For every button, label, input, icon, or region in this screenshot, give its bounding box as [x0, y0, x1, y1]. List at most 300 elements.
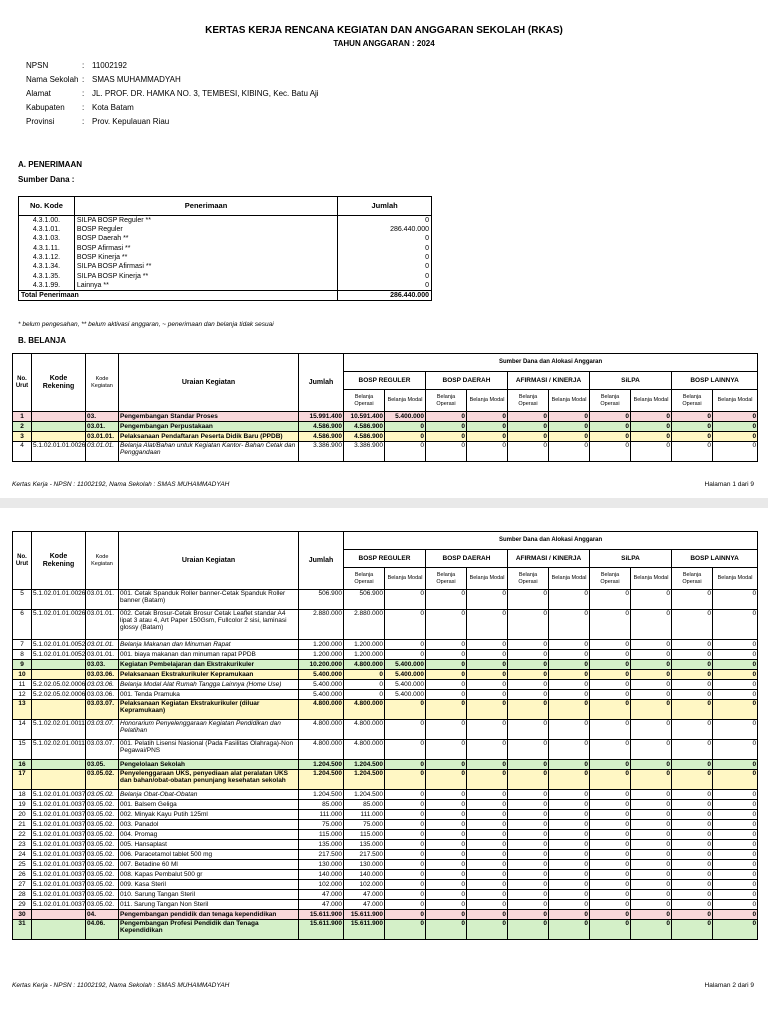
allocation-cell: 2.880.000: [344, 610, 385, 640]
allocation-cell: 0: [426, 770, 467, 790]
kode-rekening-cell: 5.2.02.05.02.0006: [33, 680, 86, 688]
allocation-cell: 0: [713, 870, 758, 880]
allocation-cell: 0: [508, 810, 549, 820]
no-cell: 1: [13, 412, 32, 422]
allocation-cell: 0: [467, 770, 508, 790]
no-cell: 11: [13, 680, 32, 690]
allocation-cell: 0: [385, 890, 426, 900]
jumlah-cell: 47.000: [299, 890, 344, 900]
allocation-cell: 0: [672, 800, 713, 810]
allocation-cell: 0: [385, 910, 426, 920]
belanja-row: [13, 760, 758, 770]
allocation-cell: 0: [549, 800, 590, 810]
kode-rekening-cell: 5.1.02.02.01.0011: [32, 740, 86, 760]
no-cell: 22: [13, 830, 32, 840]
allocation-cell: 0: [467, 442, 508, 462]
allocation-cell: 0: [467, 690, 508, 700]
no-cell: 8: [13, 650, 32, 660]
penerimaan-note: * belum pengesahan, ** belum aktivasi anggaran, ~ penerimaan dan belanja tidak sesuai: [18, 321, 274, 328]
no-cell: 19: [13, 800, 32, 810]
kode-kegiatan-cell: 03.03.07.: [86, 740, 119, 760]
allocation-cell: 0: [590, 770, 631, 790]
penerimaan-name-cell: SILPA BOSP Kinerja **: [74, 272, 337, 281]
allocation-cell: 0: [713, 650, 758, 660]
allocation-cell: 0: [631, 840, 672, 850]
allocation-cell: 0: [631, 800, 672, 810]
penerimaan-name-cell: BOSP Afirmasi **: [74, 244, 337, 253]
kode-rekening-cell: [32, 760, 86, 770]
kode-cell: 4.3.1.01.: [19, 225, 75, 234]
kode-rekening-cell: [32, 700, 86, 720]
sub-header-operasi: Belanja Operasi: [590, 390, 631, 412]
no-cell: 31: [13, 920, 32, 940]
belanja-row: [13, 590, 758, 610]
allocation-cell: 0: [385, 640, 426, 650]
kode-kegiatan-cell: 03.01.01.: [86, 442, 119, 462]
allocation-cell: 0: [713, 910, 758, 920]
kode-rekening-cell: 5.1.02.01.01.0037: [33, 870, 86, 878]
sub-header-operasi: Belanja Operasi: [672, 390, 713, 412]
allocation-cell: 0: [713, 800, 758, 810]
belanja-row: [13, 432, 758, 442]
belanja-row: [13, 670, 758, 680]
belanja-row: [13, 790, 758, 800]
belanja-row: [13, 720, 758, 740]
identity-label: Provinsi: [26, 116, 55, 126]
allocation-cell: 0: [590, 442, 631, 462]
allocation-cell: 0: [590, 790, 631, 800]
total-row: [19, 291, 432, 301]
kode-rekening-cell: [32, 412, 86, 422]
kode-kegiatan-cell: 03.03.06.: [86, 690, 119, 700]
allocation-cell: 0: [467, 760, 508, 770]
uraian-cell: 001. Tenda Pramuka: [119, 690, 299, 700]
belanja-row: [13, 442, 758, 462]
sub-header-modal: Belanja Modal: [385, 390, 426, 412]
allocation-cell: 0: [426, 590, 467, 610]
kode-rekening-cell: 5.1.02.01.01.0026: [32, 590, 86, 610]
allocation-cell: 0: [385, 880, 426, 890]
allocation-cell: 0: [590, 670, 631, 680]
allocation-cell: 0: [549, 740, 590, 760]
allocation-cell: 0: [385, 720, 426, 740]
kode-kegiatan-cell: 03.03.06.: [86, 680, 119, 690]
allocation-cell: 0: [631, 820, 672, 830]
allocation-cell: 0: [713, 830, 758, 840]
allocation-cell: 0: [467, 432, 508, 442]
allocation-cell: 1.200.000: [344, 640, 385, 650]
kode-rekening-cell: [32, 670, 86, 680]
allocation-cell: 0: [672, 830, 713, 840]
identity-row: Nama Sekolah : SMAS MUHAMMADYAH: [26, 74, 181, 84]
allocation-cell: 0: [508, 910, 549, 920]
kode-rekening-cell: 5.1.02.01.01.0026: [32, 610, 86, 640]
no-cell: 28: [13, 890, 32, 900]
allocation-cell: 0: [467, 700, 508, 720]
allocation-cell: 0: [631, 790, 672, 800]
belanja-row: [13, 880, 758, 890]
identity-label: Kabupaten: [26, 102, 65, 112]
allocation-cell: 1.204.500: [344, 790, 385, 800]
uraian-cell: Belanja Makanan dan Minuman Rapat: [119, 640, 299, 650]
allocation-cell: 0: [385, 422, 426, 432]
belanja-row: [13, 900, 758, 910]
column-header-jumlah: Jumlah: [299, 532, 344, 590]
allocation-cell: 0: [508, 840, 549, 850]
allocation-cell: 0: [549, 640, 590, 650]
allocation-cell: 0: [508, 670, 549, 680]
penerimaan-row: [19, 281, 432, 290]
kode-kegiatan-cell: 03.01.01.: [86, 640, 119, 650]
allocation-cell: 0: [549, 690, 590, 700]
sub-header-operasi: Belanja Operasi: [508, 568, 549, 590]
kode-kegiatan-cell: 03.01.01.: [86, 590, 119, 610]
allocation-cell: 0: [672, 850, 713, 860]
allocation-cell: 0: [426, 680, 467, 690]
uraian-cell: Pengembangan Profesi Pendidik dan Tenaga Kependidikan: [119, 920, 299, 940]
fund-group-header: BOSP REGULER: [344, 372, 426, 390]
uraian-cell: Kegiatan Pembelajaran dan Ekstrakurikuler: [119, 660, 299, 670]
uraian-cell: Pengembangan pendidik dan tenaga kependidikan: [119, 910, 299, 920]
allocation-cell: 0: [385, 830, 426, 840]
identity-label: Alamat: [26, 88, 51, 98]
allocation-cell: 0: [631, 760, 672, 770]
allocation-cell: 0: [467, 870, 508, 880]
allocation-cell: 0: [549, 910, 590, 920]
kode-kegiatan-cell: 03.05.02.: [86, 800, 119, 810]
jumlah-cell: 15.991.400: [299, 412, 344, 422]
allocation-cell: 0: [590, 880, 631, 890]
allocation-cell: 0: [549, 432, 590, 442]
allocation-cell: 1.204.500: [344, 770, 385, 790]
belanja-section-title: B. BELANJA: [18, 336, 67, 345]
allocation-cell: 0: [713, 790, 758, 800]
allocation-cell: 0: [549, 770, 590, 790]
allocation-cell: 0: [590, 422, 631, 432]
sub-header-modal: Belanja Modal: [549, 568, 590, 590]
allocation-cell: 0: [590, 760, 631, 770]
penerimaan-row: [19, 234, 432, 243]
jumlah-cell: 115.000: [299, 830, 344, 840]
allocation-cell: 0: [631, 650, 672, 660]
belanja-row: [13, 920, 758, 940]
allocation-cell: 0: [631, 910, 672, 920]
allocation-cell: 0: [467, 800, 508, 810]
allocation-cell: 0: [426, 760, 467, 770]
kode-kegiatan-cell: 03.05.02.: [86, 790, 119, 800]
column-header-kode-rekening: Kode Rekening: [32, 532, 86, 590]
allocation-cell: 0: [549, 422, 590, 432]
allocation-cell: 0: [672, 820, 713, 830]
no-cell: 24: [13, 850, 32, 860]
allocation-cell: 0: [672, 442, 713, 462]
allocation-cell: 0: [631, 880, 672, 890]
allocation-cell: 0: [590, 610, 631, 640]
allocation-cell: 0: [549, 900, 590, 910]
allocation-cell: 15.611.900: [344, 920, 385, 940]
sub-header-modal: Belanja Modal: [631, 568, 672, 590]
kode-cell: 4.3.1.11.: [19, 244, 75, 253]
allocation-cell: 0: [549, 860, 590, 870]
fund-group-header: BOSP LAINNYA: [672, 372, 758, 390]
column-header-no: No. Urut: [13, 532, 32, 590]
kode-rekening-cell: 5.1.02.01.01.0037: [33, 820, 86, 828]
belanja-row: [13, 740, 758, 760]
column-header-no: No. Urut: [13, 354, 32, 412]
belanja-row: [13, 422, 758, 432]
allocation-cell: 0: [426, 432, 467, 442]
allocation-cell: 0: [713, 820, 758, 830]
allocation-cell: 0: [385, 760, 426, 770]
belanja-row: [13, 690, 758, 700]
allocation-cell: 0: [713, 442, 758, 462]
allocation-cell: 111.000: [344, 810, 385, 820]
kode-cell: 4.3.1.35.: [19, 272, 75, 281]
allocation-cell: 0: [590, 412, 631, 422]
kode-kegiatan-cell: 03.03.07.: [86, 720, 119, 740]
no-cell: 25: [13, 860, 32, 870]
allocation-cell: 0: [508, 860, 549, 870]
uraian-cell: 001. Balsem Geliga: [119, 800, 299, 810]
kode-rekening-cell: [32, 660, 86, 670]
jumlah-cell: 4.800.000: [299, 740, 344, 760]
allocation-cell: 0: [672, 610, 713, 640]
document-subtitle: TAHUN ANGGARAN : 2024: [333, 39, 435, 48]
allocation-cell: 0: [672, 790, 713, 800]
kode-rekening-cell: [32, 770, 86, 790]
allocation-cell: 0: [467, 910, 508, 920]
allocation-cell: 0: [549, 650, 590, 660]
allocation-cell: 0: [385, 810, 426, 820]
kode-rekening-cell: 5.1.02.01.01.0026: [32, 442, 86, 462]
kode-rekening-cell: 5.1.02.01.01.0037: [33, 790, 86, 798]
column-header-sumber-dana: Sumber Dana dan Alokasi Anggaran: [344, 354, 758, 372]
allocation-cell: 0: [549, 412, 590, 422]
uraian-cell: 001. Cetak Spanduk Roller banner-Cetak Spanduk Roller banner (Batam): [119, 590, 299, 610]
allocation-cell: 0: [508, 640, 549, 650]
uraian-cell: 002. Cetak Brosur-Cetak Brosur Cetak Leaflet standar A4 lipat 3 atau 4, Art Paper 150Gsm, Fullcolor 2 sisi, laminasi glossy (Batam): [119, 610, 299, 640]
sub-header-modal: Belanja Modal: [713, 568, 758, 590]
kode-kegiatan-cell: 03.05.02.: [86, 830, 119, 840]
allocation-cell: 0: [713, 880, 758, 890]
allocation-cell: 0: [590, 700, 631, 720]
allocation-cell: 0: [549, 830, 590, 840]
uraian-cell: 008. Kapas Pembalut 500 gr: [119, 870, 299, 880]
allocation-cell: 0: [631, 640, 672, 650]
allocation-cell: 0: [508, 920, 549, 940]
kode-kegiatan-cell: 03.01.01.: [86, 650, 119, 660]
jumlah-cell: 4.800.000: [299, 720, 344, 740]
allocation-cell: 0: [508, 900, 549, 910]
penerimaan-row: [19, 225, 432, 234]
allocation-cell: 0: [713, 690, 758, 700]
allocation-cell: 0: [467, 840, 508, 850]
allocation-cell: 0: [385, 840, 426, 850]
allocation-cell: 0: [672, 432, 713, 442]
allocation-cell: 0: [508, 740, 549, 760]
kode-rekening-cell: 5.1.02.01.01.0037: [33, 840, 86, 848]
allocation-cell: 0: [426, 810, 467, 820]
allocation-cell: 0: [590, 830, 631, 840]
allocation-cell: 135.000: [344, 840, 385, 850]
jumlah-cell: 286.440.000: [338, 225, 432, 234]
allocation-cell: 0: [713, 640, 758, 650]
kode-kegiatan-cell: 03.03.: [86, 660, 119, 670]
allocation-cell: 5.400.000: [385, 660, 426, 670]
uraian-cell: Belanja Modal Alat Rumah Tangga Lainnya (Home Use): [119, 680, 299, 690]
allocation-cell: 0: [672, 890, 713, 900]
allocation-cell: 0: [590, 890, 631, 900]
allocation-cell: 0: [713, 890, 758, 900]
kode-kegiatan-cell: 03.01.01.: [86, 610, 119, 640]
identity-value: SMAS MUHAMMADYAH: [92, 74, 181, 84]
allocation-cell: 0: [713, 680, 758, 690]
allocation-cell: 0: [549, 680, 590, 690]
identity-row: Alamat : JL. PROF. DR. HAMKA NO. 3, TEMBESI, KIBING, Kec. Batu Aji: [26, 88, 319, 98]
no-cell: 2: [13, 422, 32, 432]
allocation-cell: 0: [631, 920, 672, 940]
kode-rekening-cell: 5.1.02.02.01.0011: [32, 720, 86, 740]
allocation-cell: 0: [426, 850, 467, 860]
allocation-cell: 4.800.000: [344, 740, 385, 760]
kode-kegiatan-cell: 04.06.: [86, 920, 119, 940]
kode-cell: 4.3.1.00.: [19, 216, 75, 225]
allocation-cell: 217.500: [344, 850, 385, 860]
kode-rekening-cell: [32, 432, 86, 442]
jumlah-cell: 1.200.000: [299, 650, 344, 660]
allocation-cell: 15.611.900: [344, 910, 385, 920]
sub-header-modal: Belanja Modal: [631, 390, 672, 412]
allocation-cell: 0: [549, 920, 590, 940]
allocation-cell: 0: [385, 590, 426, 610]
sub-header-operasi: Belanja Operasi: [426, 390, 467, 412]
allocation-cell: 0: [672, 910, 713, 920]
allocation-cell: 0: [467, 880, 508, 890]
kode-rekening-cell: [32, 422, 86, 432]
allocation-cell: 506.900: [344, 590, 385, 610]
allocation-cell: 0: [467, 830, 508, 840]
uraian-cell: Pengembangan Standar Proses: [119, 412, 299, 422]
allocation-cell: 140.000: [344, 870, 385, 880]
allocation-cell: 0: [590, 920, 631, 940]
allocation-cell: 0: [467, 670, 508, 680]
penerimaan-name-cell: BOSP Reguler: [74, 225, 337, 234]
allocation-cell: 0: [631, 860, 672, 870]
allocation-cell: 0: [672, 810, 713, 820]
kode-kegiatan-cell: 03.01.01.: [86, 432, 119, 442]
allocation-cell: 0: [385, 432, 426, 442]
allocation-cell: 0: [590, 740, 631, 760]
jumlah-cell: 0: [338, 234, 432, 243]
no-cell: 13: [13, 700, 32, 720]
no-cell: 3: [13, 432, 32, 442]
belanja-row: [13, 820, 758, 830]
jumlah-cell: 135.000: [299, 840, 344, 850]
document-title: KERTAS KERJA RENCANA KEGIATAN DAN ANGGARAN SEKOLAH (RKAS): [205, 25, 563, 36]
fund-group-header: SiLPA: [590, 550, 672, 568]
allocation-cell: 0: [672, 670, 713, 680]
allocation-cell: 0: [631, 690, 672, 700]
allocation-cell: 85.000: [344, 800, 385, 810]
allocation-cell: 0: [385, 820, 426, 830]
allocation-cell: 0: [508, 690, 549, 700]
allocation-cell: 0: [467, 790, 508, 800]
no-cell: 4: [13, 442, 32, 462]
penerimaan-name-cell: Lainnya **: [74, 281, 337, 290]
belanja-row: [13, 700, 758, 720]
uraian-cell: 004. Promag: [119, 830, 299, 840]
allocation-cell: 0: [549, 850, 590, 860]
allocation-cell: 0: [672, 412, 713, 422]
allocation-cell: 0: [713, 840, 758, 850]
jumlah-cell: 1.204.500: [299, 760, 344, 770]
fund-group-header: AFIRMASI / KINERJA: [508, 372, 590, 390]
no-cell: 15: [13, 740, 32, 760]
uraian-cell: 003. Panadol: [119, 820, 299, 830]
allocation-cell: 0: [508, 422, 549, 432]
identity-value: JL. PROF. DR. HAMKA NO. 3, TEMBESI, KIBING, Kec. Batu Aji: [92, 88, 319, 98]
jumlah-cell: 0: [338, 253, 432, 262]
kode-kegiatan-cell: 03.05.02.: [86, 770, 119, 790]
kode-rekening-cell: 5.1.02.01.01.0037: [33, 890, 86, 898]
allocation-cell: 0: [549, 610, 590, 640]
uraian-cell: 006. Paracetamol tablet 500 mg: [119, 850, 299, 860]
allocation-cell: 0: [549, 870, 590, 880]
allocation-cell: 0: [508, 890, 549, 900]
allocation-cell: 130.000: [344, 860, 385, 870]
uraian-cell: 011. Sarung Tangan Non Steril: [119, 900, 299, 910]
allocation-cell: 0: [508, 680, 549, 690]
allocation-cell: 0: [590, 640, 631, 650]
allocation-cell: 0: [713, 860, 758, 870]
page-footer-left: Kertas Kerja - NPSN : 11002192, Nama Sekolah : SMAS MUHAMMADYAH: [12, 481, 230, 488]
identity-value: 11002192: [92, 60, 127, 70]
sumber-dana-label: Sumber Dana :: [18, 175, 75, 184]
allocation-cell: 0: [672, 700, 713, 720]
allocation-cell: 0: [426, 820, 467, 830]
allocation-cell: 0: [426, 412, 467, 422]
allocation-cell: 0: [590, 660, 631, 670]
no-cell: 17: [13, 770, 32, 790]
jumlah-cell: 4.800.000: [299, 700, 344, 720]
allocation-cell: 0: [385, 900, 426, 910]
allocation-cell: 115.000: [344, 830, 385, 840]
allocation-cell: 0: [631, 850, 672, 860]
belanja-row: [13, 640, 758, 650]
jumlah-cell: 1.204.500: [299, 790, 344, 800]
allocation-cell: 0: [631, 700, 672, 720]
allocation-cell: 0: [344, 690, 385, 700]
allocation-cell: 0: [713, 760, 758, 770]
uraian-cell: 010. Sarung Tangan Steril: [119, 890, 299, 900]
allocation-cell: 0: [672, 690, 713, 700]
allocation-cell: 47.000: [344, 890, 385, 900]
allocation-cell: 4.800.000: [344, 660, 385, 670]
belanja-row: [13, 800, 758, 810]
penerimaan-name-cell: SILPA BOSP Afirmasi **: [74, 262, 337, 271]
school-identity: [26, 58, 319, 128]
kode-kegiatan-cell: 03.05.02.: [86, 810, 119, 820]
allocation-cell: 0: [672, 720, 713, 740]
allocation-cell: 0: [549, 890, 590, 900]
belanja-row: [13, 890, 758, 900]
allocation-cell: 0: [426, 910, 467, 920]
kode-kegiatan-cell: 03.05.02.: [86, 890, 119, 900]
allocation-cell: 0: [508, 870, 549, 880]
allocation-cell: 0: [385, 800, 426, 810]
allocation-cell: 3.386.900: [344, 442, 385, 462]
jumlah-cell: 10.200.000: [299, 660, 344, 670]
